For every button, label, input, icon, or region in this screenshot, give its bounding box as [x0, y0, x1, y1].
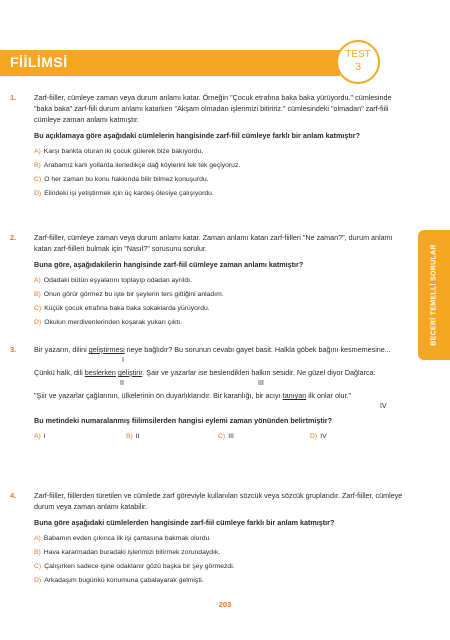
question-ask: Buna göre, aşağıdakilerin hangisinde zarf-fiil cümleye zaman anlamı katmıştır?	[34, 260, 304, 269]
option-b[interactable]: B) Arabamız karlı yollarda ilerledikçe dağ köylerini tek tek geçiyoruz.	[34, 162, 241, 169]
option-c[interactable]: C) Çalışırken sadece işine odaklanır gözü başka bir şey görmezdi.	[34, 563, 235, 570]
question-number: 4.	[10, 491, 17, 500]
question-3	[10, 344, 408, 445]
option-a[interactable]: A) I	[34, 433, 46, 440]
option-d[interactable]: D) Elindeki işi yetiştirmek için üç kardeş ölesiye çalışıyordu.	[34, 190, 214, 197]
side-tab	[418, 230, 450, 360]
question-number: 3.	[10, 345, 17, 354]
option-c[interactable]: C) Küçük çocuk etrafına baka baka sokaklarda yürüyordu.	[34, 305, 210, 312]
passage-line-3: "Şiir ve yazarlar çağlarının, ülkelerinin ön duyarlıklarıdır. Bir karanlığı, bir acıyı tanıyan ilk onlar olur."	[34, 391, 352, 400]
option-b[interactable]: B) Hava kararmadan buradaki işlerimizi bitirmek zorundaydık.	[34, 549, 221, 556]
option-c[interactable]: C) O her zaman bu konu hakkında bilir bilmez konuşurdu.	[34, 176, 209, 183]
side-tab-label: BECERİ TEMELLİ SORULAR	[430, 244, 438, 346]
question-number: 1.	[10, 93, 17, 102]
option-b[interactable]: B) Onun görür görmez bu işte bir şeylerin ters gittiğini anladım.	[34, 291, 224, 298]
mark-ii: II	[120, 380, 124, 387]
test-badge	[336, 40, 380, 84]
option-d[interactable]: D) Okulun merdivenlerinden koşarak yukarı çıktı.	[34, 319, 183, 326]
option-b[interactable]: B) II	[126, 433, 140, 440]
question-ask: Bu metindeki numaralanmış fiilimsilerden hangisi eylemi zaman yönünden belirtmiştir?	[34, 416, 332, 425]
mark-iv: IV	[380, 403, 387, 410]
question-4	[10, 490, 408, 589]
question-ask: Buna göre aşağıdaki cümlelerden hangisinde zarf-fiil cümleye farklı bir anlam katmıştır?	[34, 518, 335, 527]
question-text: Zarf-fiiller, cümleye zaman veya durum anlamı katar. Örneğin "Çocuk etrafına baka baka yürüyordu." cümlesinde "baka baka" zarf-fiili durum anlamı katarken "Akşam olmadan işlerimizi bitiririz." cümlesindeki "olmadan" zarf-fiili cümleye zaman anlamı katmıştır.	[34, 93, 392, 124]
mark-i: I	[122, 357, 124, 364]
test-badge-label: TEST	[345, 49, 371, 60]
question-1	[10, 92, 408, 202]
option-a[interactable]: A) Babamın evden çıkınca ilk işi çantasına bakmak olurdu.	[34, 535, 212, 542]
mark-iii: III	[258, 380, 264, 387]
option-d[interactable]: D) Arkadaşım bugünkü konumuna çabalayarak gelmişti.	[34, 577, 204, 584]
passage-line-1: Bir yazarın, dilini geliştirmesi neye bağlıdır? Bu sorunun cevabı gayet basit: Halkla göbek bağını kesmemesine...	[34, 345, 391, 354]
question-2	[10, 232, 408, 331]
option-c[interactable]: C) III	[218, 433, 234, 440]
question-number: 2.	[10, 233, 17, 242]
option-a[interactable]: A) Odadaki bütün eşyalarını toplayıp odadan ayrıldı.	[34, 277, 192, 284]
question-ask: Bu açıklamaya göre aşağıdaki cümlelerin hangisinde zarf-fiil cümleye farklı bir anlam katmıştır?	[34, 131, 360, 140]
passage-line-2: Çünkü halk, dili beslerken geliştirir. Şair ve yazarlar ise beslendikleri halkın sesidir. Ne güzel diyor Dağlarca:	[34, 368, 376, 377]
page-title: FİİLİMSİ	[10, 54, 68, 70]
option-d[interactable]: D) IV	[310, 433, 327, 440]
question-text: Zarf-fiiller, cümleye zaman veya durum anlamı katar. Zaman anlamı katan zarf-fiilleri "Ne zaman?", durum anlamı katan zarf-fiilleri bulmak için "Nasıl?" sorusunu sorulur.	[34, 233, 393, 253]
option-a[interactable]: A) Karşı bankta oturan iki çocuk gülerek bize bakıyordu.	[34, 148, 204, 155]
test-badge-number: 3	[354, 61, 362, 73]
question-text: Zarf-fiiller, fiillerden türetilen ve cümlede zarf göreviyle kullanılan sözcük veya sözcük gruplarıdır. Zarf-fiiller, cümleye durum veya zaman anlamı katabilir.	[34, 491, 403, 511]
page-number: 203	[218, 600, 232, 609]
